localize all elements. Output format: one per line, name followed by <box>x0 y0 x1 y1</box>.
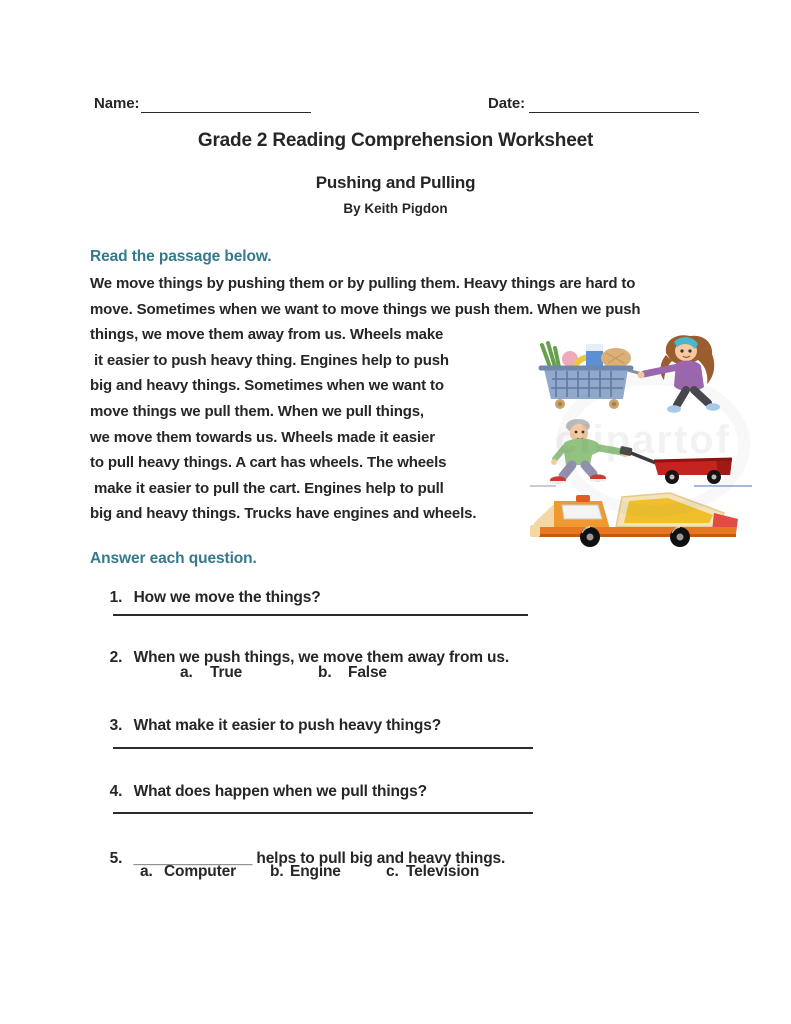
read-passage-heading: Read the passage below. <box>90 248 272 265</box>
question-1-number: 1. <box>109 589 123 606</box>
passage-line: things, we move them away from us. Wheels make <box>90 326 444 344</box>
passage-line: move things we pull them. When we pull things, <box>90 402 424 420</box>
date-fill-in-line[interactable] <box>529 96 699 113</box>
option-television[interactable]: Television <box>406 863 480 880</box>
option-computer[interactable]: Computer <box>164 863 236 880</box>
name-label: Name: <box>94 95 140 112</box>
question-5-number: 5. <box>109 850 123 867</box>
passage-line: to pull heavy things. A cart has wheels. The wheels <box>90 454 447 472</box>
answer-line-1[interactable] <box>113 614 528 616</box>
watermark-ring <box>556 373 750 517</box>
question-2-options <box>0 664 791 684</box>
page-title: Grade 2 Reading Comprehension Worksheet <box>197 130 594 151</box>
option-c-letter: c. <box>386 863 399 880</box>
answer-line-3[interactable] <box>113 747 533 749</box>
credit-text-mark <box>530 485 556 487</box>
option-true[interactable]: True <box>210 664 243 681</box>
question-4-text: What does happen when we pull things? <box>133 783 427 800</box>
passage-line: it easier to push heavy thing. Engines help to push <box>90 351 449 369</box>
watermark-text: clipartof <box>555 417 731 462</box>
passage-line: make it easier to pull the cart. Engines help to pull <box>90 479 444 497</box>
question-1-text: How we move the things? <box>133 589 321 606</box>
option-engine[interactable]: Engine <box>290 863 341 880</box>
passage-line: big and heavy things. Trucks have engines and wheels. <box>90 505 477 523</box>
option-a-letter: a. <box>140 863 153 880</box>
passage-line: big and heavy things. Sometimes when we want to <box>90 377 444 395</box>
clipart-illustration <box>528 333 758 547</box>
answer-line-4[interactable] <box>113 812 533 814</box>
question-3-number: 3. <box>109 717 123 734</box>
question-4 <box>93 765 427 819</box>
question-5-text: ______________ helps to pull big and heavy things. <box>133 850 506 867</box>
question-4-number: 4. <box>109 783 123 800</box>
question-3-text: What make it easier to push heavy things? <box>133 717 442 734</box>
option-b-letter: b. <box>270 863 284 880</box>
passage-line: we move them towards us. Wheels made it easier <box>90 428 435 446</box>
answer-questions-heading: Answer each question. <box>90 550 257 567</box>
date-label: Date: <box>488 95 526 112</box>
passage-line: move. Sometimes when we want to move things we push them. When we push <box>90 300 641 318</box>
name-fill-in-line[interactable] <box>141 96 311 113</box>
author-byline: By Keith Pigdon <box>343 201 448 216</box>
question-5-options <box>0 863 791 883</box>
option-a-letter: a. <box>180 664 193 681</box>
passage-title: Pushing and Pulling <box>315 173 476 192</box>
question-2-text: When we push things, we move them away from us. <box>133 649 509 666</box>
passage-line: We move things by pushing them or by pulling them. Heavy things are hard to <box>90 275 636 292</box>
option-false[interactable]: False <box>348 664 387 681</box>
question-2-number: 2. <box>109 649 123 666</box>
question-3 <box>93 699 441 753</box>
option-b-letter: b. <box>318 664 332 681</box>
question-1 <box>93 571 321 625</box>
